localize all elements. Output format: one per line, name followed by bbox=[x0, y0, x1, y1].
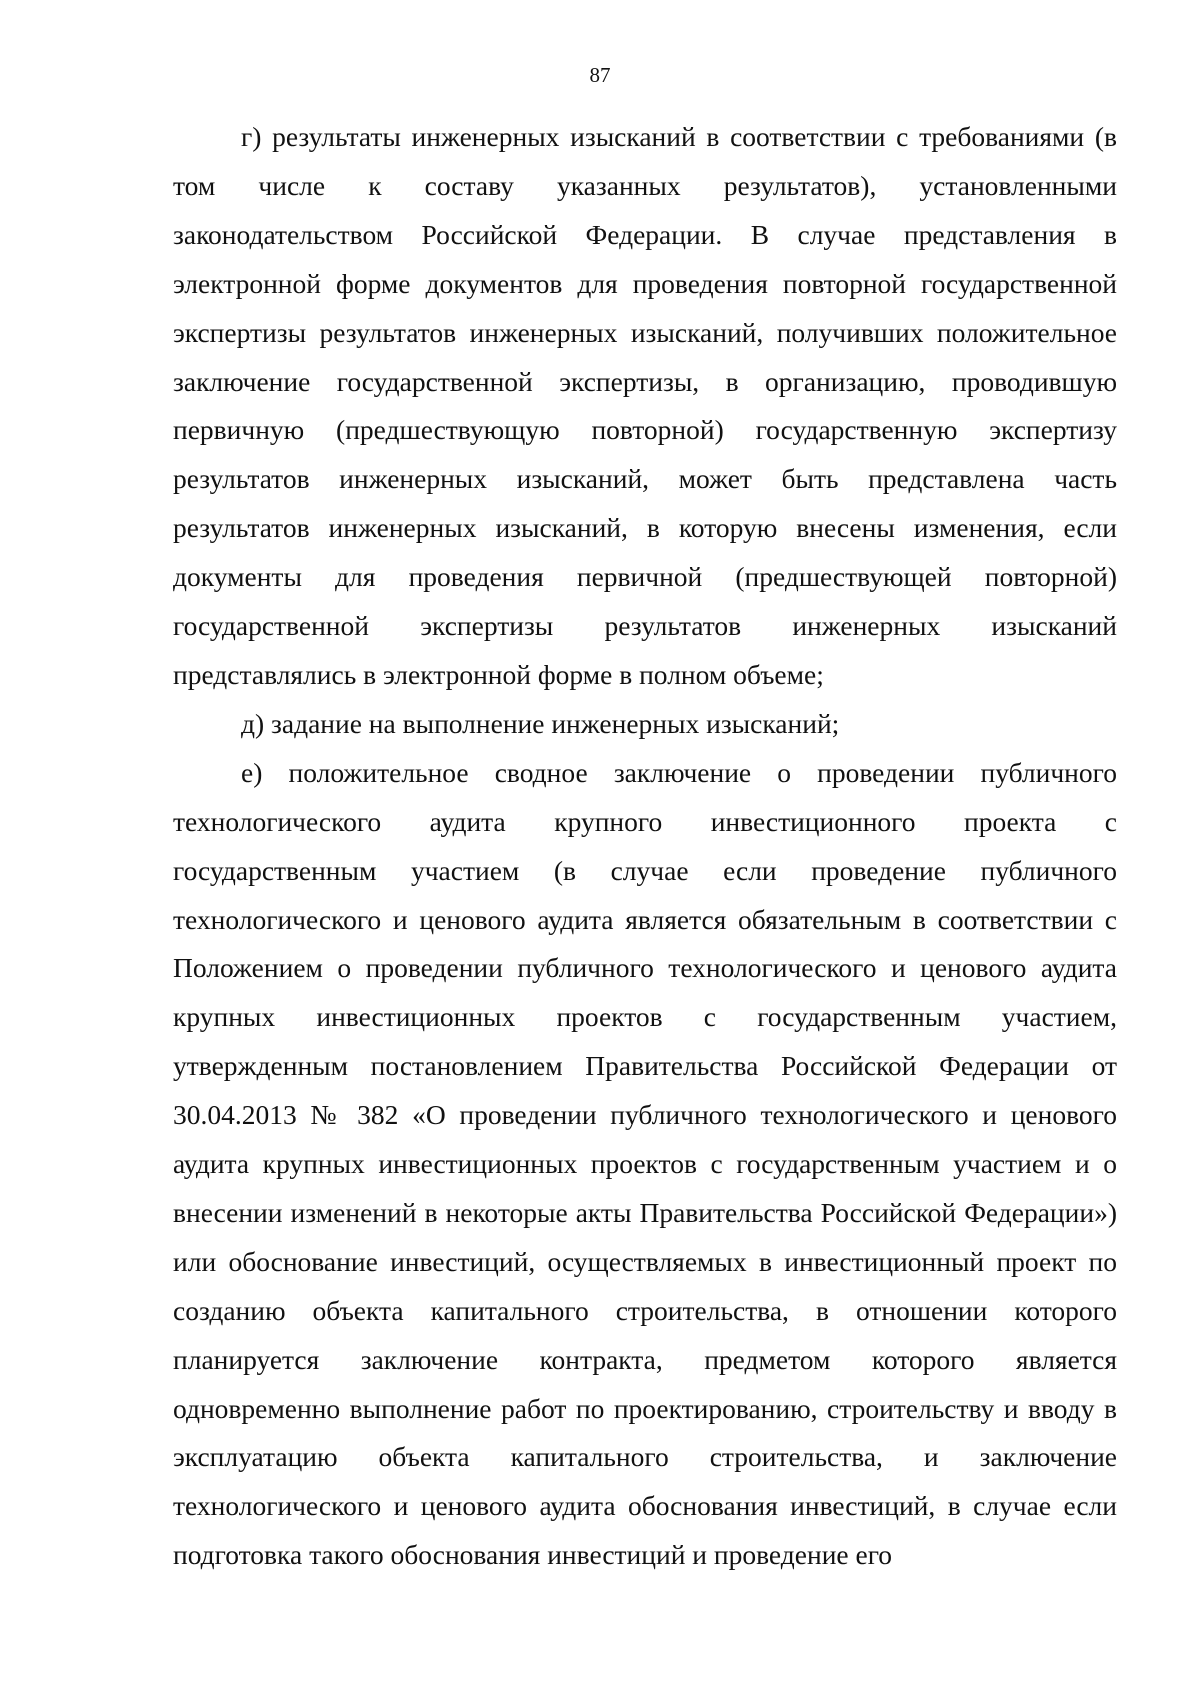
document-body bbox=[173, 113, 1117, 1580]
page-number: 87 bbox=[589, 63, 611, 87]
paragraph-e-technological-audit-conclusion: е) положительное сводное заключение о проведении публичного технологического аудита крупного инвестиционного проекта с государственным участием (в случае если проведение публичного технологического и ценового аудита является обязательным в соответствии с Положением о проведении публичного технологического и ценового аудита крупных инвестиционных проектов с государственным участием, утвержденным постановлением Правительства Российской Федерации от 30.04.2013 № 382 «О проведении публичного технологического и ценового аудита крупных инвестиционных проектов с государственным участием и о внесении изменений в некоторые акты Правительства Российской Федерации») или обоснование инвестиций, осуществляемых в инвестиционный проект по созданию объекта капитального строительства, в отношении которого планируется заключение контракта, предметом которого является одновременно выполнение работ по проектированию, строительству и вводу в эксплуатацию объекта капитального строительства, и заключение технологического и ценового аудита обоснования инвестиций, в случае если подготовка такого обоснования инвестиций и проведение его bbox=[173, 756, 1117, 1571]
paragraph-d-survey-assignment: д) задание на выполнение инженерных изысканий; bbox=[241, 707, 840, 739]
paragraph-g-engineering-survey-results: г) результаты инженерных изысканий в соответствии с требованиями (в том числе к составу указанных результатов), установленными законодательством Российской Федерации. В случае представления в электронной форме документов для проведения повторной государственной экспертизы результатов инженерных изысканий, получивших положительное заключение государственной экспертизы, в организацию, проводившую первичную (предшествующую повторной) государственную экспертизу результатов инженерных изысканий, может быть представлена часть результатов инженерных изысканий, в которую внесены изменения, если документы для проведения первичной (предшествующей повторной) государственной экспертизы результатов инженерных изысканий представлялись в электронной форме в полном объеме; bbox=[173, 121, 1117, 690]
